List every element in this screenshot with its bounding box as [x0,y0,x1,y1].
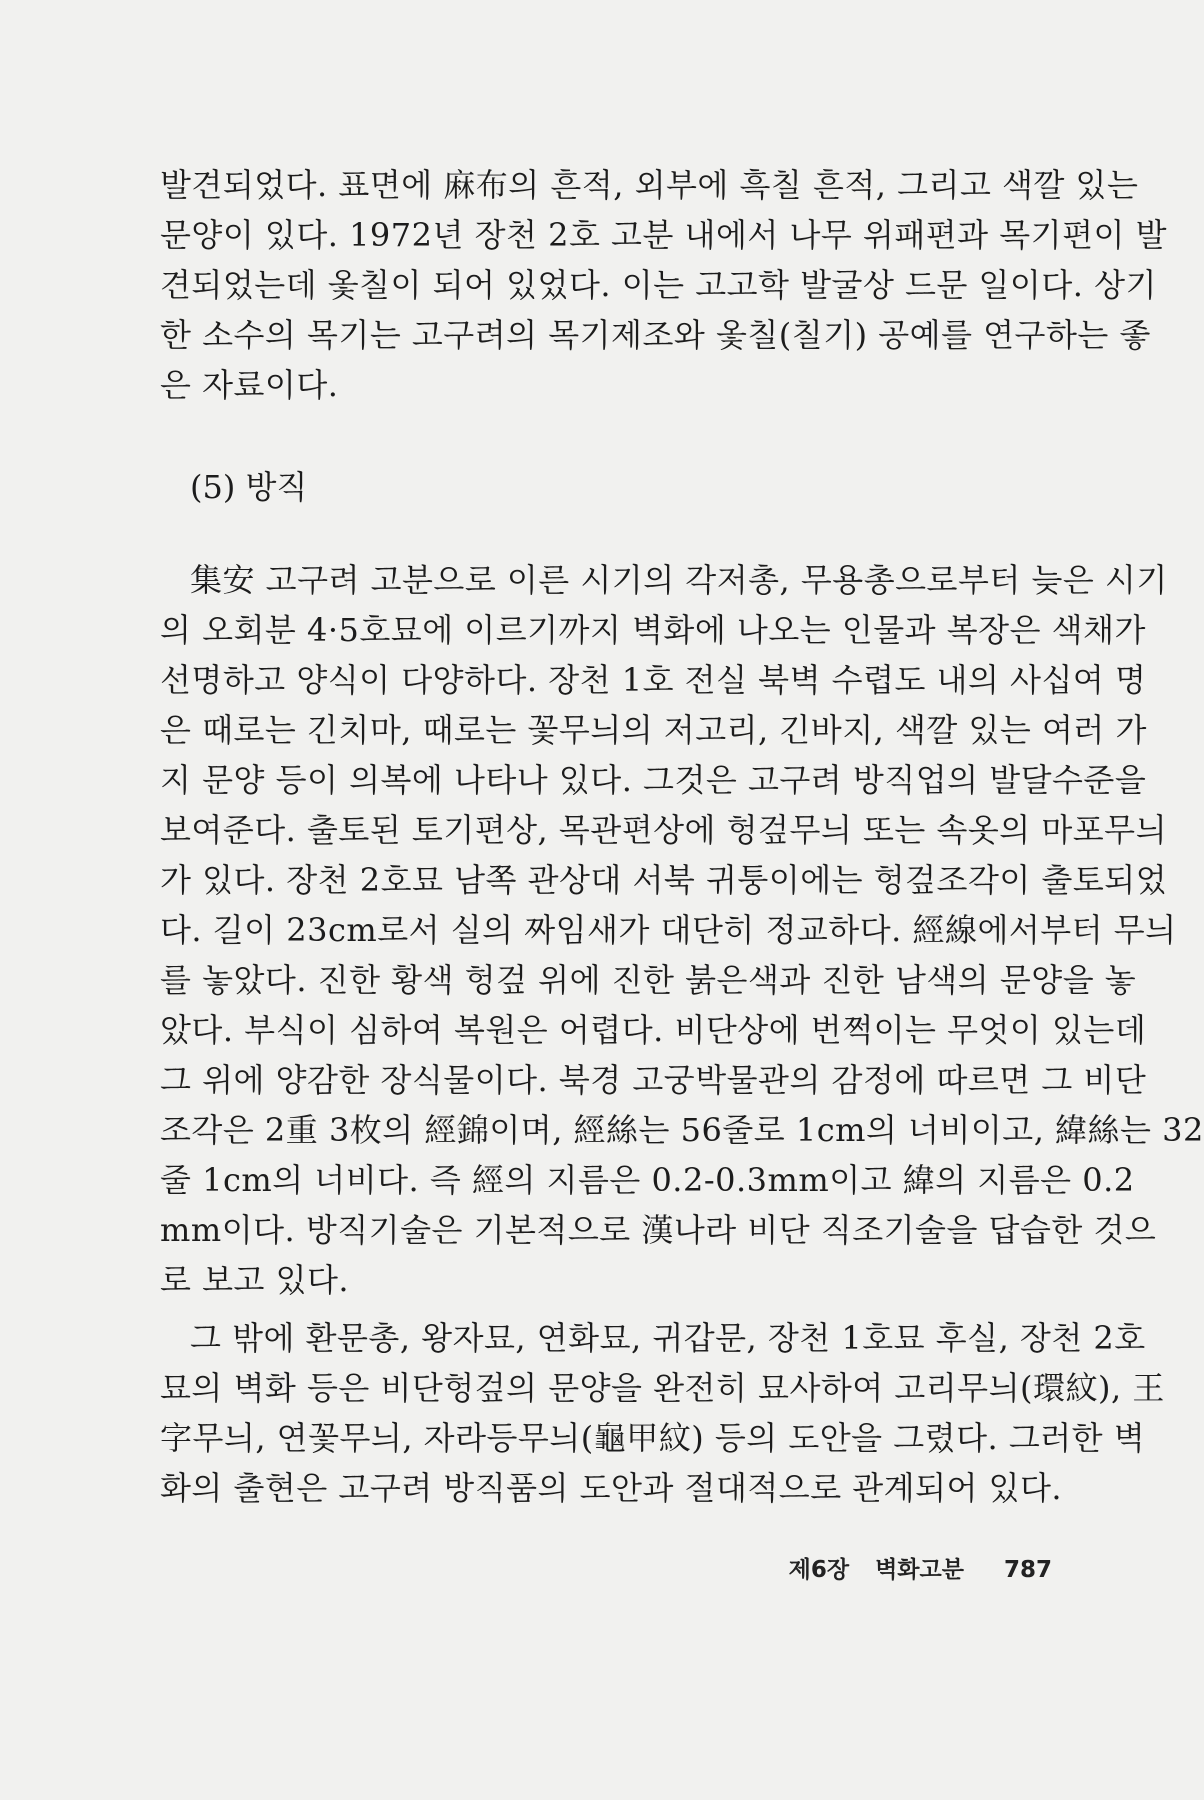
text-line: 발견되었다. 표면에 麻布의 흔적, 외부에 흑칠 흔적, 그리고 색깔 있는 [160,166,1139,204]
text-line: 선명하고 양식이 다양하다. 장천 1호 전실 북벽 수렵도 내의 사십여 명 [160,661,1147,699]
text-line: 集安 고구려 고분으로 이른 시기의 각저총, 무용총으로부터 늦은 시기 [190,561,1168,599]
text-line: 의 오회분 4·5호묘에 이르기까지 벽화에 나오는 인물과 복장은 색채가 [160,611,1146,649]
footer-chapter: 제6장 [788,1557,850,1583]
text-line: 그 밖에 환문총, 왕자묘, 연화묘, 귀갑문, 장천 1호묘 후실, 장천 2호 [190,1319,1146,1357]
body-paragraph [160,555,1204,1305]
text-line: mm이다. 방직기술은 기본적으로 漢나라 비단 직조기술을 답습한 것으 [160,1211,1157,1249]
text-line: 字무늬, 연꽃무늬, 자라등무늬(龜甲紋) 등의 도안을 그렸다. 그러한 벽 [160,1419,1146,1457]
text-line: 그 위에 양감한 장식물이다. 북경 고궁박물관의 감정에 따르면 그 비단 [160,1061,1147,1099]
text-line: 은 때로는 긴치마, 때로는 꽃무늬의 저고리, 긴바지, 색깔 있는 여러 가 [160,711,1147,749]
text-line: 보여준다. 출토된 토기편상, 목관편상에 헝겊무늬 또는 속옷의 마포무늬 [160,811,1167,849]
page-number: 787 [1003,1557,1052,1583]
text-line: 를 놓았다. 진한 황색 헝겊 위에 진한 붉은색과 진한 남색의 문양을 놓 [160,961,1137,999]
text-line: 한 소수의 목기는 고구려의 목기제조와 옻칠(칠기) 공예를 연구하는 좋 [160,316,1151,354]
text-line: 로 보고 있다. [160,1261,350,1299]
closing-paragraph [160,1313,1165,1513]
footer-section-title: 벽화고분 [875,1557,964,1583]
text-line: 조각은 2重 3枚의 經錦이며, 經絲는 56줄로 1cm의 너비이고, 緯絲는 32 [160,1111,1204,1149]
text-line: 았다. 부식이 심하여 복원은 어렵다. 비단상에 번쩍이는 무엇이 있는데 [160,1011,1147,1049]
text-line: 견되었는데 옻칠이 되어 있었다. 이는 고고학 발굴상 드문 일이다. 상기 [160,266,1157,304]
text-line: 줄 1cm의 너비다. 즉 經의 지름은 0.2-0.3mm이고 緯의 지름은 0.2 [160,1161,1135,1199]
text-line: 화의 출현은 고구려 방직품의 도안과 절대적으로 관계되어 있다. [160,1469,1063,1507]
intro-paragraph [160,160,1167,410]
text-line: 지 문양 등이 의복에 나타나 있다. 그것은 고구려 방직업의 발달수준을 [160,761,1147,799]
text-line: 묘의 벽화 등은 비단헝겊의 문양을 완전히 묘사하여 고리무늬(環紋), 王 [160,1369,1165,1407]
text-line: 가 있다. 장천 2호묘 남쪽 관상대 서북 귀퉁이에는 헝겊조각이 출토되었 [160,861,1168,899]
text-line: 문양이 있다. 1972년 장천 2호 고분 내에서 나무 위패편과 목기편이 발 [160,216,1167,254]
section-heading-block [160,462,1060,512]
text-line: 은 자료이다. [160,366,339,404]
section-heading: (5) 방직 [190,468,308,506]
text-line: 다. 길이 23cm로서 실의 짜임새가 대단히 정교하다. 經線에서부터 무늬 [160,911,1177,949]
page-footer [789,1555,1052,1585]
